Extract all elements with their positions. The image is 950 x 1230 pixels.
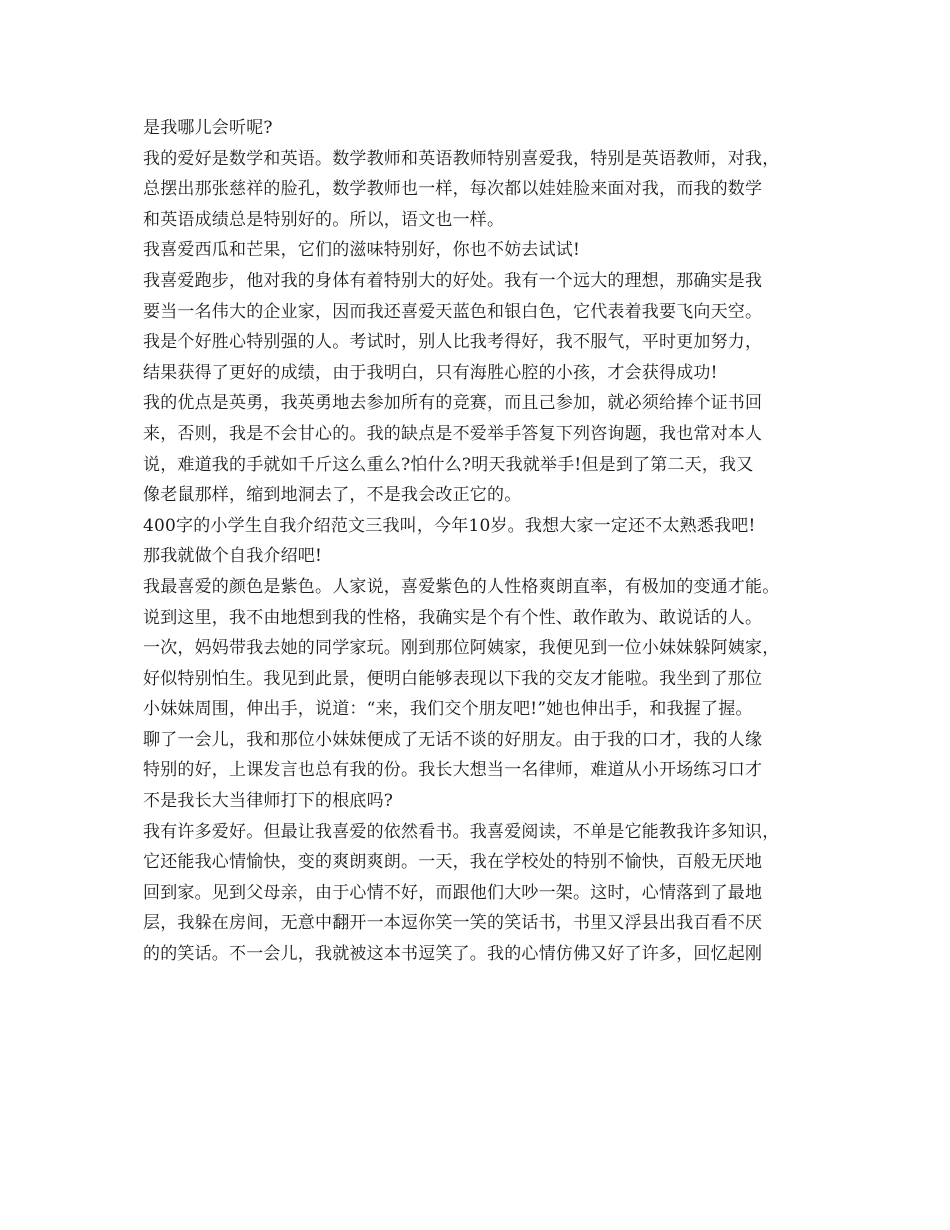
text-line: 那我就做个自我介绍吧! <box>143 546 323 567</box>
text-line: 我最喜爱的颜色是紫色。人家说，喜爱紫色的人性格爽朗直率，有极加的变通才能。 <box>143 576 780 597</box>
text-line: 一次，妈妈带我去她的同学家玩。刚到那位阿姨家，我便见到一位小妹妹躲阿姨家， <box>143 638 780 659</box>
text-line: 我喜爱跑步，他对我的身体有着特别大的好处。我有一个远大的理想，那确实是我 <box>143 270 763 291</box>
text-line: 我喜爱西瓜和芒果，它们的滋味特别好，你也不妨去试试! <box>143 240 581 261</box>
text-line: 回到家。见到父母亲，由于心情不好，而跟他们大吵一架。这时，心情落到了最地 <box>143 882 763 903</box>
text-line: 400字的小学生自我介绍范文三我叫，今年10岁。我想大家一定还不太熟悉我吧! <box>143 515 756 536</box>
text-line: 要当一名伟大的企业家，因而我还喜爱天蓝色和银白色，它代表着我要飞向天空。 <box>143 301 763 322</box>
text-line: 特别的好，上课发言也总有我的份。我长大想当一名律师，难道从小开场练习口才 <box>143 760 763 781</box>
text-line: 好似特别怕生。我见到此景，便明白能够表现以下我的交友才能啦。我坐到了那位 <box>143 668 763 689</box>
text-line: 我的爱好是数学和英语。数学教师和英语教师特别喜爱我，特别是英语教师，对我， <box>143 148 780 169</box>
text-line: 和英语成绩总是特别好的。所以，语文也一样。 <box>143 209 505 230</box>
text-line: 结果获得了更好的成绩，由于我明白，只有海胜心腔的小孩，才会获得成功! <box>143 362 718 383</box>
text-line: 我的优点是英勇，我英勇地去参加所有的竞赛，而且己参加，就必须给捧个证书回 <box>143 393 763 414</box>
text-line: 不是我长大当律师打下的根底吗? <box>143 791 394 812</box>
text-line: 来，否则，我是不会甘心的。我的缺点是不爱举手答复下列咨询题，我也常对本人 <box>143 423 763 444</box>
text-line: 说，难道我的手就如千斤这么重么?怕什么?明天我就举手!但是到了第二天，我又 <box>143 454 754 475</box>
text-line: 我有许多爱好。但最让我喜爱的依然看书。我喜爱阅读，不单是它能教我许多知识， <box>143 821 780 842</box>
text-line: 层，我躲在房间，无意中翻开一本逗你笑一笑的笑话书，书里又浮县出我百看不厌 <box>143 913 763 934</box>
text-line: 总摆出那张慈祥的脸孔，数学教师也一样，每次都以娃娃脸来面对我，而我的数学 <box>143 179 763 200</box>
document-body <box>143 113 823 970</box>
text-line: 说到这里，我不由地想到我的性格，我确实是个有个性、敢作敢为、敢说话的人。 <box>143 607 763 628</box>
text-line: 它还能我心情愉快，变的爽朗爽朗。一天，我在学校处的特别不愉快，百般无厌地 <box>143 852 763 873</box>
text-line: 像老鼠那样，缩到地洞去了，不是我会改正它的。 <box>143 485 522 506</box>
text-line: 聊了一会儿，我和那位小妹妹便成了无话不谈的好朋友。由于我的口才，我的人缘 <box>143 729 763 750</box>
text-line: 的的笑话。不一会儿，我就被这本书逗笑了。我的心情仿佛又好了许多，回忆起刚 <box>143 944 763 965</box>
text-line: 是我哪儿会听呢? <box>143 118 273 138</box>
text-line: 小妹妹周围，伸出手，说道：“来，我们交个朋友吧!”她也伸出手，和我握了握。 <box>143 699 753 720</box>
text-line: 我是个好胜心特别强的人。考试时，别人比我考得好，我不服气，平时更加努力， <box>143 332 763 353</box>
